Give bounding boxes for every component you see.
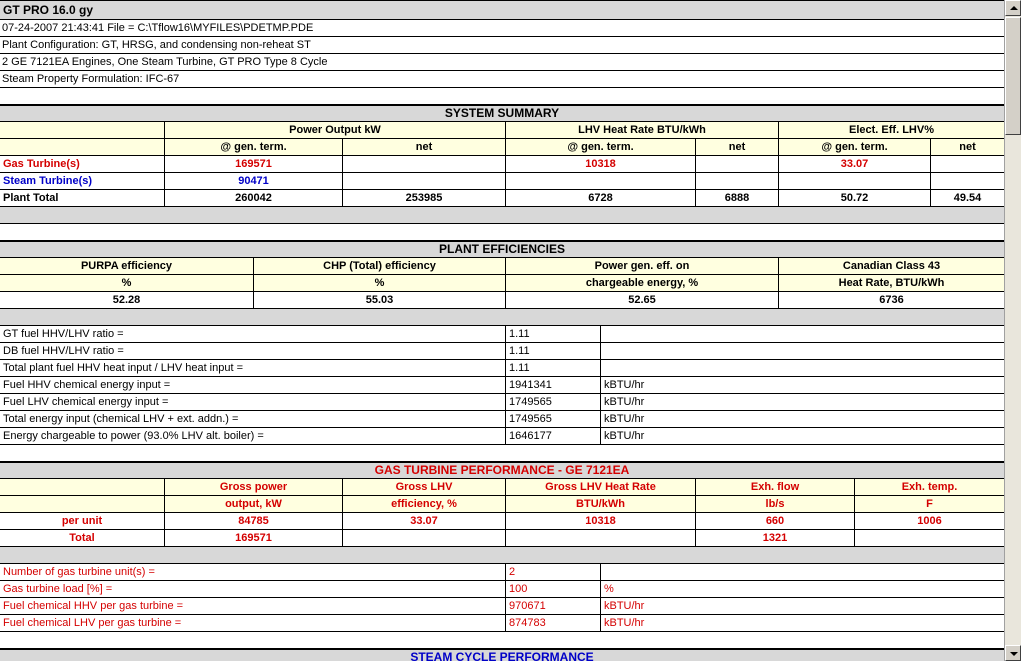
cell xyxy=(855,530,1004,546)
gt-gross-lhv-header: Gross LHV xyxy=(343,479,506,495)
sub-power-gen: @ gen. term. xyxy=(165,139,343,155)
spacer-row xyxy=(0,445,1004,462)
gt-gross-lhv-unit: efficiency, % xyxy=(343,496,506,512)
list-item xyxy=(0,564,1004,581)
summary-corner-2 xyxy=(0,139,165,155)
scroll-up-button[interactable] xyxy=(1005,0,1021,16)
info-unit: kBTU/hr xyxy=(604,600,645,612)
cell xyxy=(506,530,696,546)
efficiency-group: Elect. Eff. LHV% xyxy=(849,124,934,136)
app-title-bar xyxy=(0,0,1004,20)
table-row-plant-total xyxy=(0,190,1004,207)
system-summary-title: SYSTEM SUMMARY xyxy=(444,106,560,120)
gt-performance-title: GAS TURBINE PERFORMANCE - GE 7121EA xyxy=(374,463,630,477)
info-value: 1646177 xyxy=(506,428,601,444)
file-info: 07-24-2007 21:43:41 File = C:\Tflow16\MYFILES\PDETMP.PDE xyxy=(2,22,314,34)
efficiency-header-row-2 xyxy=(0,275,1004,292)
sub-eff-gen: @ gen. term. xyxy=(779,139,931,155)
purpa-value: 52.28 xyxy=(0,292,254,308)
table-row-gas-turbines xyxy=(0,156,1004,173)
info-unit: kBTU/hr xyxy=(604,430,645,442)
canadian-header: Canadian Class 43 xyxy=(842,260,941,272)
efficiency-values-row xyxy=(0,292,1004,309)
info-unit: % xyxy=(604,583,614,595)
cell xyxy=(343,156,506,172)
gt-header-row-1 xyxy=(0,479,1004,496)
steam-cycle-title: STEAM CYCLE PERFORMANCE xyxy=(410,650,594,661)
row-label: Plant Total xyxy=(0,190,165,206)
list-item xyxy=(0,598,1004,615)
cell: 260042 xyxy=(165,190,343,206)
spacer-row xyxy=(0,224,1004,241)
table-row-steam-turbines xyxy=(0,173,1004,190)
vertical-scrollbar[interactable] xyxy=(1004,0,1021,661)
row-label: per unit xyxy=(0,513,165,529)
info-label: Energy chargeable to power (93.0% LHV alt. boiler) = xyxy=(0,428,506,444)
spacer-row xyxy=(0,88,1004,105)
info-label: Total energy input (chemical LHV + ext. addn.) = xyxy=(0,411,506,427)
list-item xyxy=(0,411,1004,428)
summary-group-row xyxy=(0,122,1004,139)
up-arrow-icon xyxy=(1010,6,1018,10)
info-value: 874783 xyxy=(506,615,601,631)
sub-hr-net: net xyxy=(696,139,779,155)
cell: 50.72 xyxy=(779,190,931,206)
sub-hr-gen: @ gen. term. xyxy=(506,139,696,155)
down-arrow-icon xyxy=(1010,652,1018,656)
chp-value: 55.03 xyxy=(254,292,506,308)
list-item xyxy=(0,428,1004,445)
config-line-1: Plant Configuration: GT, HRSG, and condensing non-reheat ST xyxy=(2,39,311,51)
scroll-thumb[interactable] xyxy=(1005,17,1021,135)
cell: 1006 xyxy=(917,515,942,527)
info-label: GT fuel HHV/LHV ratio = xyxy=(0,326,506,342)
gt-corner-2 xyxy=(0,496,165,512)
canadian-value: 6736 xyxy=(879,294,904,306)
info-label: DB fuel HHV/LHV ratio = xyxy=(0,343,506,359)
sub-power-net: net xyxy=(343,139,506,155)
gt-exh-temp-header: Exh. temp. xyxy=(901,481,958,493)
cell: 1321 xyxy=(696,530,855,546)
cell xyxy=(696,156,779,172)
plant-efficiencies-header xyxy=(0,241,1004,258)
info-value: 2 xyxy=(506,564,601,580)
info-value: 1941341 xyxy=(506,377,601,393)
table-row-per-unit xyxy=(0,513,1004,530)
info-unit: kBTU/hr xyxy=(604,617,645,629)
table-row-total xyxy=(0,530,1004,547)
cell: 10318 xyxy=(506,513,696,529)
info-unit xyxy=(601,343,1004,359)
row-label: Steam Turbine(s) xyxy=(0,173,165,189)
purpa-header: PURPA efficiency xyxy=(0,258,254,274)
summary-corner xyxy=(0,122,165,138)
separator-bar xyxy=(0,547,1004,564)
list-item xyxy=(0,615,1004,632)
cell xyxy=(343,530,506,546)
power-gen-eff-value: 52.65 xyxy=(506,292,779,308)
system-summary-header xyxy=(0,105,1004,122)
cell: 33.07 xyxy=(779,156,931,172)
list-item xyxy=(0,360,1004,377)
power-gen-eff-header: Power gen. eff. on xyxy=(506,258,779,274)
cell: 90471 xyxy=(165,173,343,189)
cell xyxy=(931,173,1004,189)
app-title: GT PRO 16.0 gy xyxy=(3,3,94,17)
cell xyxy=(931,156,1004,172)
summary-subheader-row xyxy=(0,139,1004,156)
list-item xyxy=(0,394,1004,411)
cell xyxy=(343,173,506,189)
gt-heat-rate-unit: BTU/kWh xyxy=(506,496,696,512)
config-row-3 xyxy=(0,71,1004,88)
scroll-down-button[interactable] xyxy=(1005,645,1021,661)
info-value: 1749565 xyxy=(506,411,601,427)
cell: 49.54 xyxy=(953,192,982,204)
cell: 10318 xyxy=(506,156,696,172)
info-unit: kBTU/hr xyxy=(604,413,645,425)
heat-rate-group: LHV Heat Rate BTU/kWh xyxy=(506,122,779,138)
gt-heat-rate-header: Gross LHV Heat Rate xyxy=(506,479,696,495)
info-unit: kBTU/hr xyxy=(604,379,645,391)
config-line-2: 2 GE 7121EA Engines, One Steam Turbine, GT PRO Type 8 Cycle xyxy=(2,56,328,68)
info-value: 1.11 xyxy=(506,360,601,376)
cell: 169571 xyxy=(165,530,343,546)
config-row-1 xyxy=(0,37,1004,54)
info-value: 1749565 xyxy=(506,394,601,410)
info-label: Fuel HHV chemical energy input = xyxy=(0,377,506,393)
gt-performance-header xyxy=(0,462,1004,479)
cell xyxy=(506,173,696,189)
info-value: 1.11 xyxy=(506,343,601,359)
cell xyxy=(779,173,931,189)
cell: 84785 xyxy=(165,513,343,529)
list-item xyxy=(0,377,1004,394)
info-unit xyxy=(601,360,1004,376)
cell: 660 xyxy=(696,513,855,529)
separator-bar xyxy=(0,207,1004,224)
cell: 6728 xyxy=(506,190,696,206)
info-value: 1.11 xyxy=(506,326,601,342)
list-item xyxy=(0,343,1004,360)
canadian-unit: Heat Rate, BTU/kWh xyxy=(838,277,945,289)
chp-unit: % xyxy=(254,275,506,291)
list-item xyxy=(0,581,1004,598)
info-label: Fuel chemical LHV per gas turbine = xyxy=(0,615,506,631)
config-line-3: Steam Property Formulation: IFC-67 xyxy=(2,73,180,85)
info-label: Gas turbine load [%] = xyxy=(0,581,506,597)
info-unit xyxy=(601,326,1004,342)
power-gen-eff-unit: chargeable energy, % xyxy=(506,275,779,291)
list-item xyxy=(0,326,1004,343)
row-label: Gas Turbine(s) xyxy=(0,156,165,172)
gt-exh-flow-unit: lb/s xyxy=(696,496,855,512)
separator-bar xyxy=(0,309,1004,326)
cell: 169571 xyxy=(165,156,343,172)
row-label: Total xyxy=(0,530,165,546)
file-info-row xyxy=(0,20,1004,37)
power-output-group: Power Output kW xyxy=(165,122,506,138)
cell: 6888 xyxy=(696,190,779,206)
info-unit: kBTU/hr xyxy=(604,396,645,408)
gt-exh-temp-unit: F xyxy=(926,498,933,510)
gt-gross-power-header: Gross power xyxy=(165,479,343,495)
info-value: 100 xyxy=(506,581,601,597)
plant-efficiencies-title: PLANT EFFICIENCIES xyxy=(438,242,565,256)
info-value: 970671 xyxy=(506,598,601,614)
spacer-row xyxy=(0,632,1004,649)
sub-eff-net: net xyxy=(959,141,976,153)
gt-exh-flow-header: Exh. flow xyxy=(696,479,855,495)
info-label: Total plant fuel HHV heat input / LHV heat input = xyxy=(0,360,506,376)
gt-header-row-2 xyxy=(0,496,1004,513)
gt-corner xyxy=(0,479,165,495)
info-label: Fuel LHV chemical energy input = xyxy=(0,394,506,410)
cell: 33.07 xyxy=(343,513,506,529)
cell xyxy=(696,173,779,189)
steam-cycle-header xyxy=(0,649,1004,661)
purpa-unit: % xyxy=(0,275,254,291)
info-label: Number of gas turbine unit(s) = xyxy=(0,564,506,580)
cell: 253985 xyxy=(343,190,506,206)
info-label: Fuel chemical HHV per gas turbine = xyxy=(0,598,506,614)
chp-header: CHP (Total) efficiency xyxy=(254,258,506,274)
info-unit xyxy=(601,564,1004,580)
gt-gross-power-unit: output, kW xyxy=(165,496,343,512)
efficiency-header-row-1 xyxy=(0,258,1004,275)
config-row-2 xyxy=(0,54,1004,71)
